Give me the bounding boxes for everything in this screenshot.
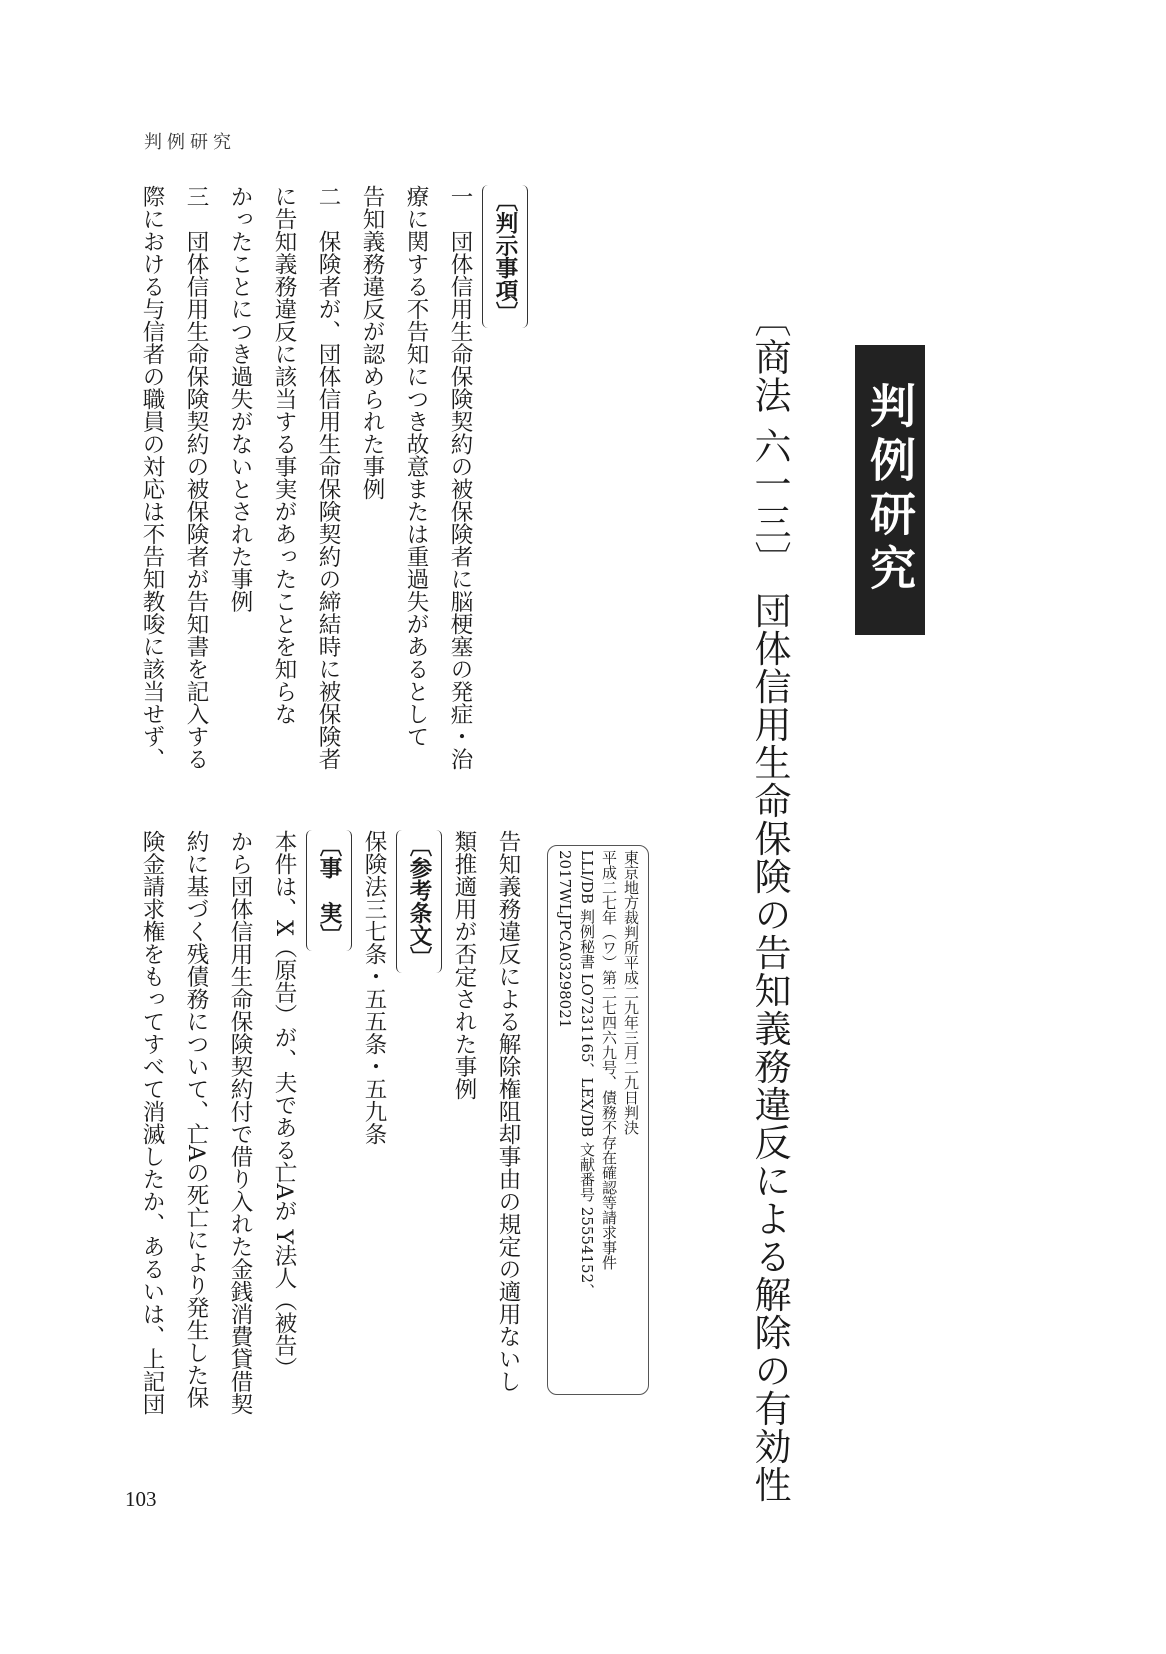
holding-line: 際における与信者の職員の対応は不告知教唆に該当せず、 xyxy=(139,185,165,770)
holding-heading: 〔判示事項〕 xyxy=(482,185,528,328)
citation-line: LLI/DB 判例秘書 LO7231165、LEX/DB 文献番号 25554152、 xyxy=(578,850,596,1299)
holding-line: 類推適用が否定された事例 xyxy=(451,830,477,1100)
holding-line: かったことにつき過失がないとされた事例 xyxy=(227,185,253,613)
facts-line: 約に基づく残債務について、亡Aの死亡により発生した保 xyxy=(183,830,209,1409)
statutes-heading: 〔参考条文〕 xyxy=(396,830,442,973)
running-header: 判例研究 xyxy=(144,132,236,153)
lower-body xyxy=(130,830,530,1415)
holding-line: 三 団体信用生命保険契約の被保険者が告知書を記入する xyxy=(183,185,209,770)
page-number: 103 xyxy=(125,1487,157,1511)
holding-line: 告知義務違反による解除権阻却事由の規定の適用ないし xyxy=(495,830,521,1393)
facts-line: 険金請求権をもってすべて消滅したか、あるいは、上記団 xyxy=(139,830,165,1415)
section-badge: 判例研究 xyxy=(855,345,925,635)
case-citation xyxy=(547,845,649,1395)
citation-line: 2017WLJPCA03298021 xyxy=(556,850,574,1029)
citation-line: 東京地方裁判所平成二九年三月二九日判決 xyxy=(622,850,640,1135)
statutes-line: 保険法三七条・五五条・五九条 xyxy=(361,830,387,1145)
facts-heading: 〔事 実〕 xyxy=(306,830,352,951)
holding-line: 二 保険者が、団体信用生命保険契約の締結時に被保険者 xyxy=(315,185,341,770)
holding-line: 療に関する不告知につき故意または重過失があるとして xyxy=(403,185,429,748)
facts-line: から団体信用生命保険契約付で借り入れた金銭消費貸借契 xyxy=(227,830,253,1415)
holding-line: に告知義務違反に該当する事実があったことを知らな xyxy=(271,185,297,725)
article-title: 〔商法 六一三〕 団体信用生命保険の告知義務違反による解除の有効性 xyxy=(748,300,791,1504)
holding-line: 一 団体信用生命保険契約の被保険者に脳梗塞の発症・治 xyxy=(447,185,473,770)
holding-line: 告知義務違反が認められた事例 xyxy=(359,185,385,500)
citation-line: 平成二七年（ワ）第二七四六九号、債務不存在確認等請求事件 xyxy=(600,850,618,1270)
facts-line: 本件は、X（原告）が、夫である亡Aが Y法人（被告） xyxy=(271,830,297,1380)
holding-section xyxy=(130,185,528,770)
